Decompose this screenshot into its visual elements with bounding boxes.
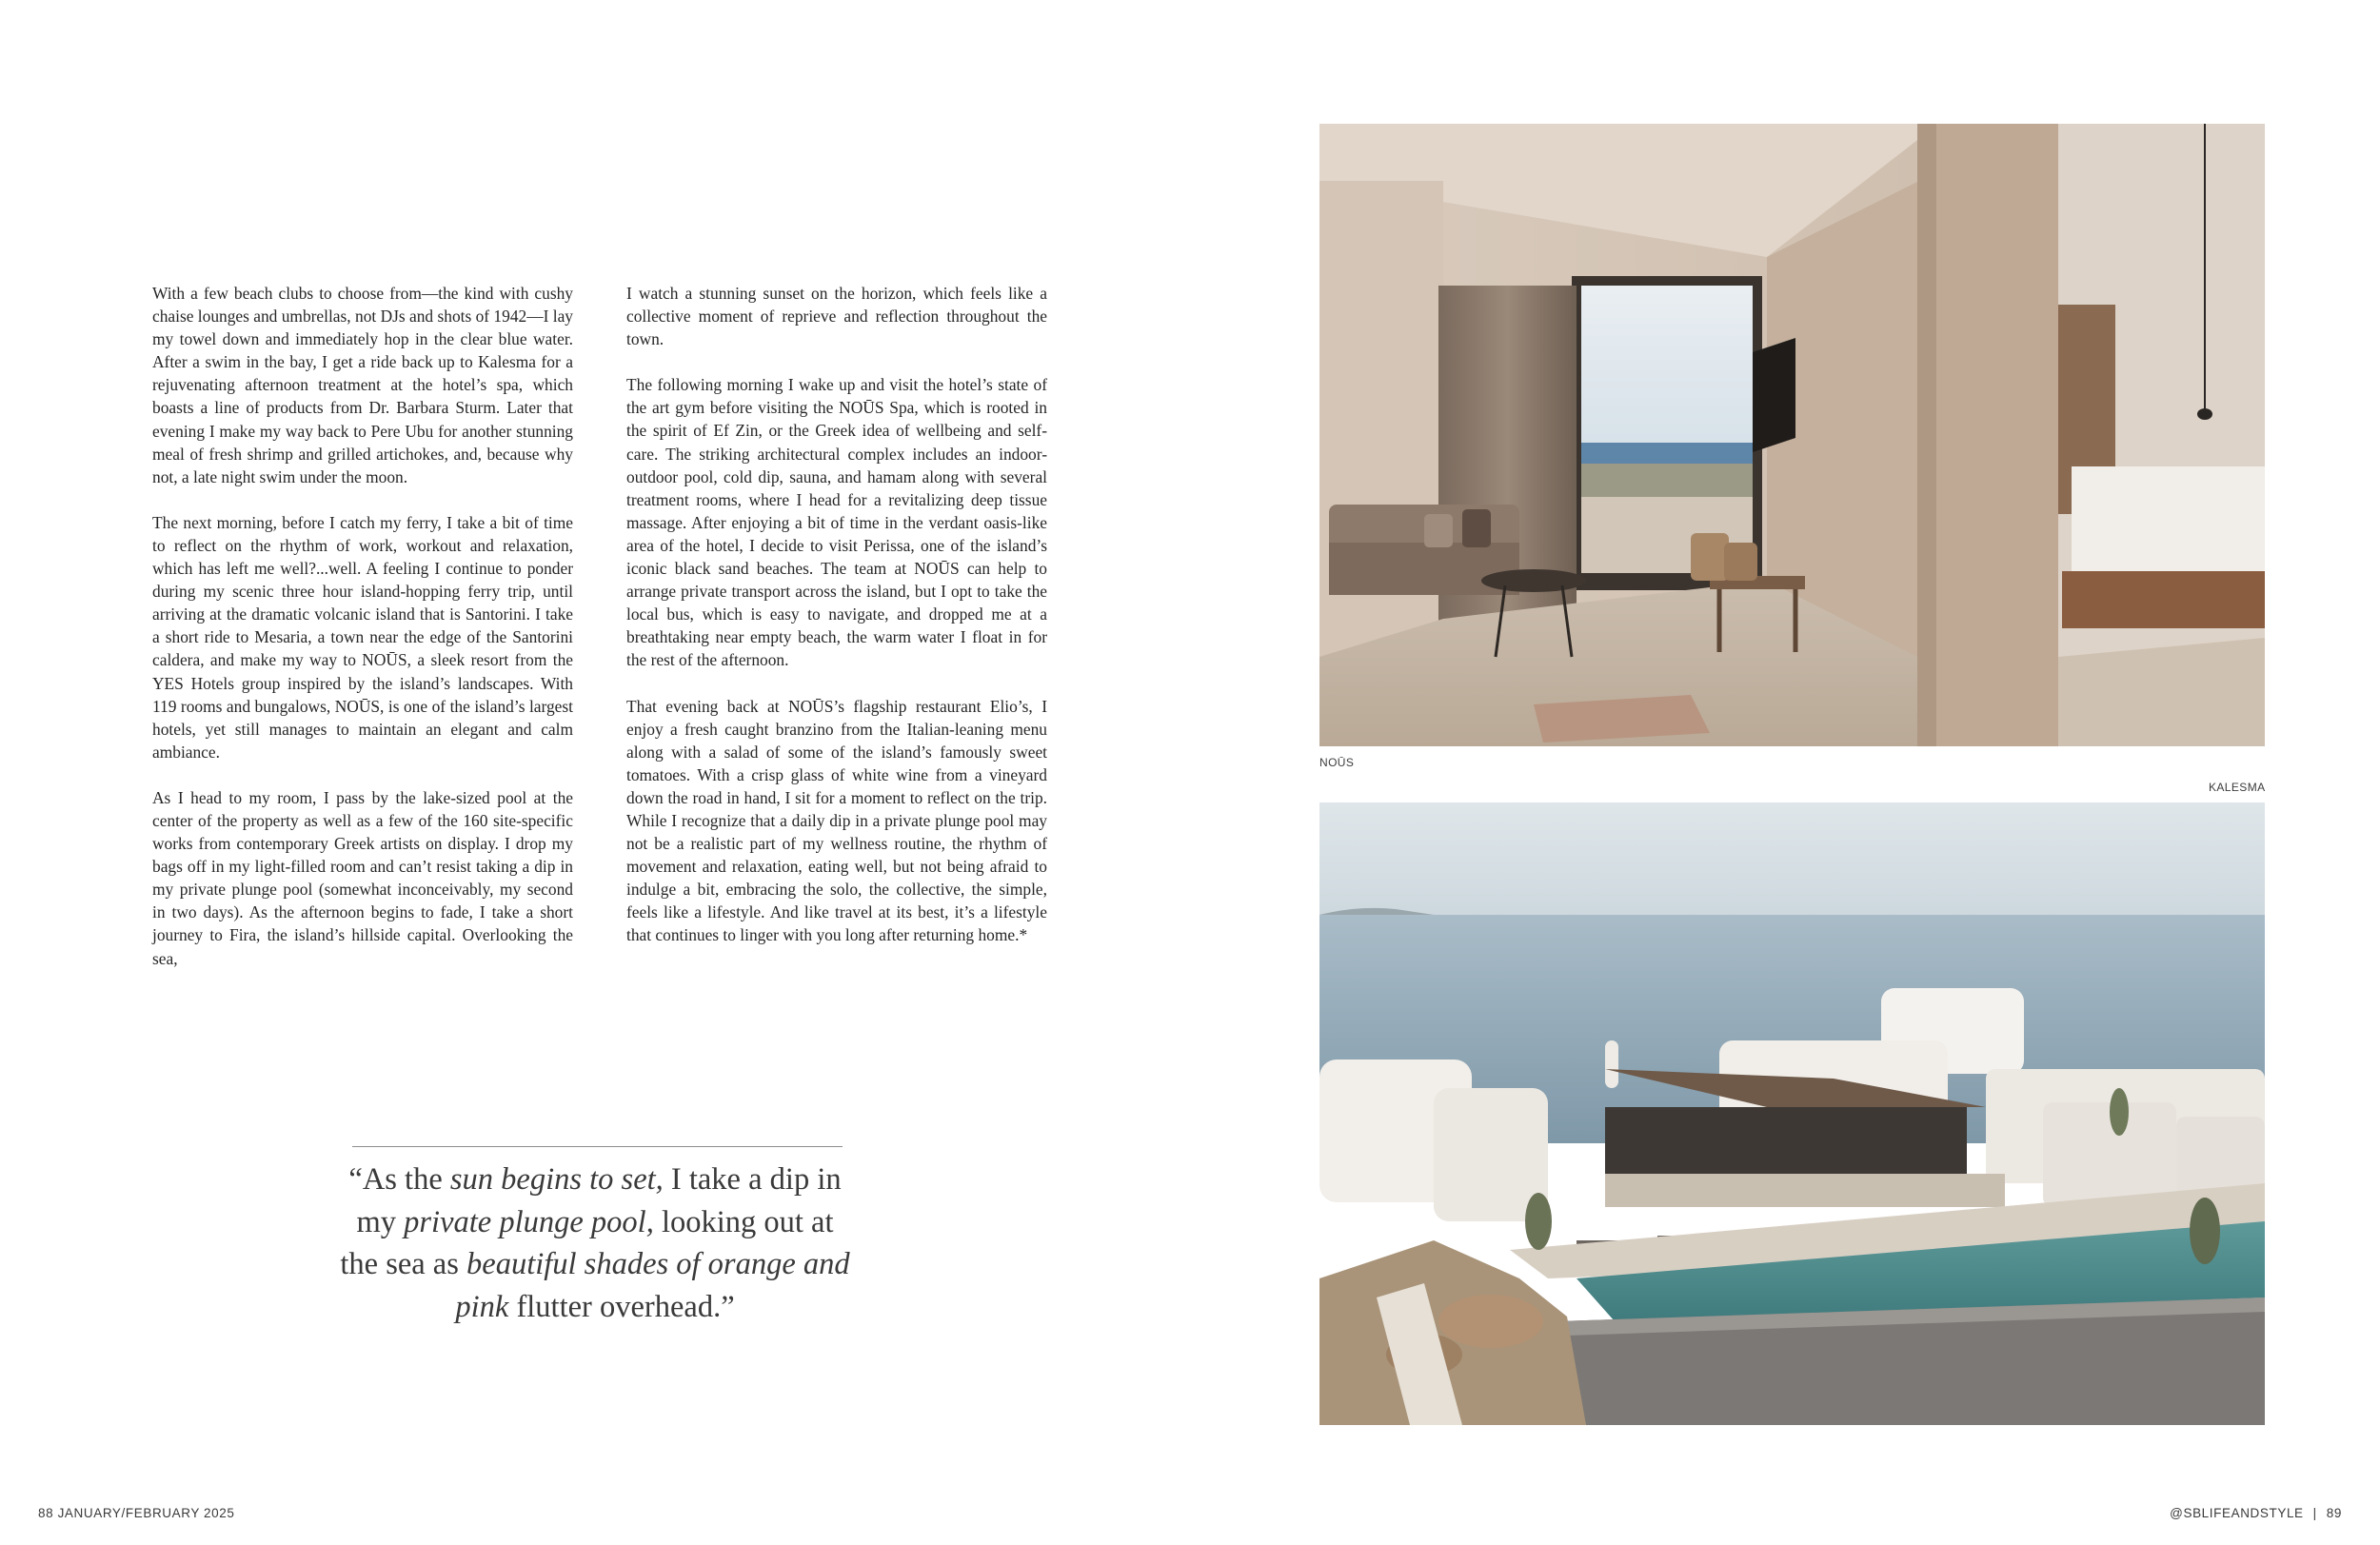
photo-caption-nous: NOŪS — [1319, 756, 1355, 769]
article-column-left — [152, 282, 573, 993]
hotel-room-illustration — [1319, 124, 2265, 746]
folio-separator: | — [2312, 1506, 2317, 1520]
paragraph: As I head to my room, I pass by the lake-sized pool at the center of the property as well as a few of the 160 site-specific works from contemporary Greek artists on display. I drop my bags off in my light-filled room and can’t resist taking a dip in my private plunge pool (somewhat inconceivably, my second in two days). As the afternoon begins to fade, I take a short journey to Fira, the island’s hillside capital. Overlooking the sea, — [152, 787, 573, 968]
hotel-exterior-photo — [1319, 802, 2265, 1425]
hotel-room-photo — [1319, 124, 2265, 746]
paragraph: With a few beach clubs to choose from—the kind with cushy chaise lounges and umbrellas, not DJs and shots of 1942—I lay my towel down and immediately hop in the clear blue water. After a swim in the bay, I get a ride back up to Kalesma for a rejuvenating afternoon treatment at the hotel’s spa, which boasts a line of products from Dr. Barbara Sturm. Later that evening I make my way back to Pere Ubu for another stunning meal of fresh shrimp and grilled artichokes, and, because why not, a late night swim under the moon. — [152, 284, 573, 486]
social-handle: @SBLIFEANDSTYLE — [2170, 1506, 2304, 1520]
photo-caption-kalesma: KALESMA — [2209, 781, 2266, 794]
article-column-middle — [626, 282, 1047, 970]
hotel-exterior-illustration — [1319, 802, 2265, 1425]
folio-left: 88 JANUARY/FEBRUARY 2025 — [38, 1506, 235, 1520]
pull-quote: “As the sun begins to set, I take a dip in my private plunge pool, looking out at the sea as beautiful shades of orange and pink flutter overhead.” — [340, 1162, 850, 1324]
folio-right — [2170, 1506, 2342, 1520]
paragraph: The following morning I wake up and visit the hotel’s state of the art gym before visiting the NOŪS Spa, which is rooted in the spirit of Ef Zin, or the Greek idea of wellbeing and self-care. The striking architectural complex includes an indoor-outdoor pool, cold dip, sauna, and hamam along with several treatment rooms, where I head for a revitalizing deep tissue massage. After enjoying a bit of time in the verdant oasis-like area of the hotel, I decide to visit Perissa, one of the island’s iconic black sand beaches. The team at NOŪS can help to arrange private transport across the island, but I opt to take the local bus, which is easy to navigate, and dropped me at a breathtaking near empty beach, the warm water I float in for the rest of the afternoon. — [626, 375, 1047, 670]
paragraph: I watch a stunning sunset on the horizon, which feels like a collective moment of reprieve and reflection throughout the town. — [626, 284, 1047, 349]
page-number: 89 — [2326, 1506, 2342, 1520]
paragraph: That evening back at NOŪS’s flagship restaurant Elio’s, I enjoy a fresh caught branzino from the Italian-leaning menu along with a salad of some of the island’s famously sweet tomatoes. With a crisp glass of white wine from a vineyard down the road in hand, I sit for a moment to reflect on the trip. While I recognize that a daily dip in a private plunge pool may not be a realistic part of my wellness routine, the rhythm of movement and relaxation, eating well, but not being afraid to indulge a bit, embracing the solo, the collective, the simple, feels like a lifestyle. And like travel at its best, it’s a lifestyle that continues to linger with you long after returning home.* — [626, 696, 1047, 945]
pull-quote-rule — [352, 1146, 843, 1147]
paragraph: The next morning, before I catch my ferry, I take a bit of time to reflect on the rhythm of work, workout and relaxation, which has left me well?...well. A feeling I continue to ponder during my scenic three hour island-hopping ferry trip, until arriving at the dramatic volcanic island that is Santorini. I take a short ride to Mesaria, a town near the edge of the Santorini caldera, and make my way to NOŪS, a sleek resort from the YES Hotels group inspired by the island’s landscapes. With 119 rooms and bungalows, NOŪS, is one of the island’s largest hotels, yet still manages to maintain an elegant and calm ambiance. — [152, 512, 573, 762]
